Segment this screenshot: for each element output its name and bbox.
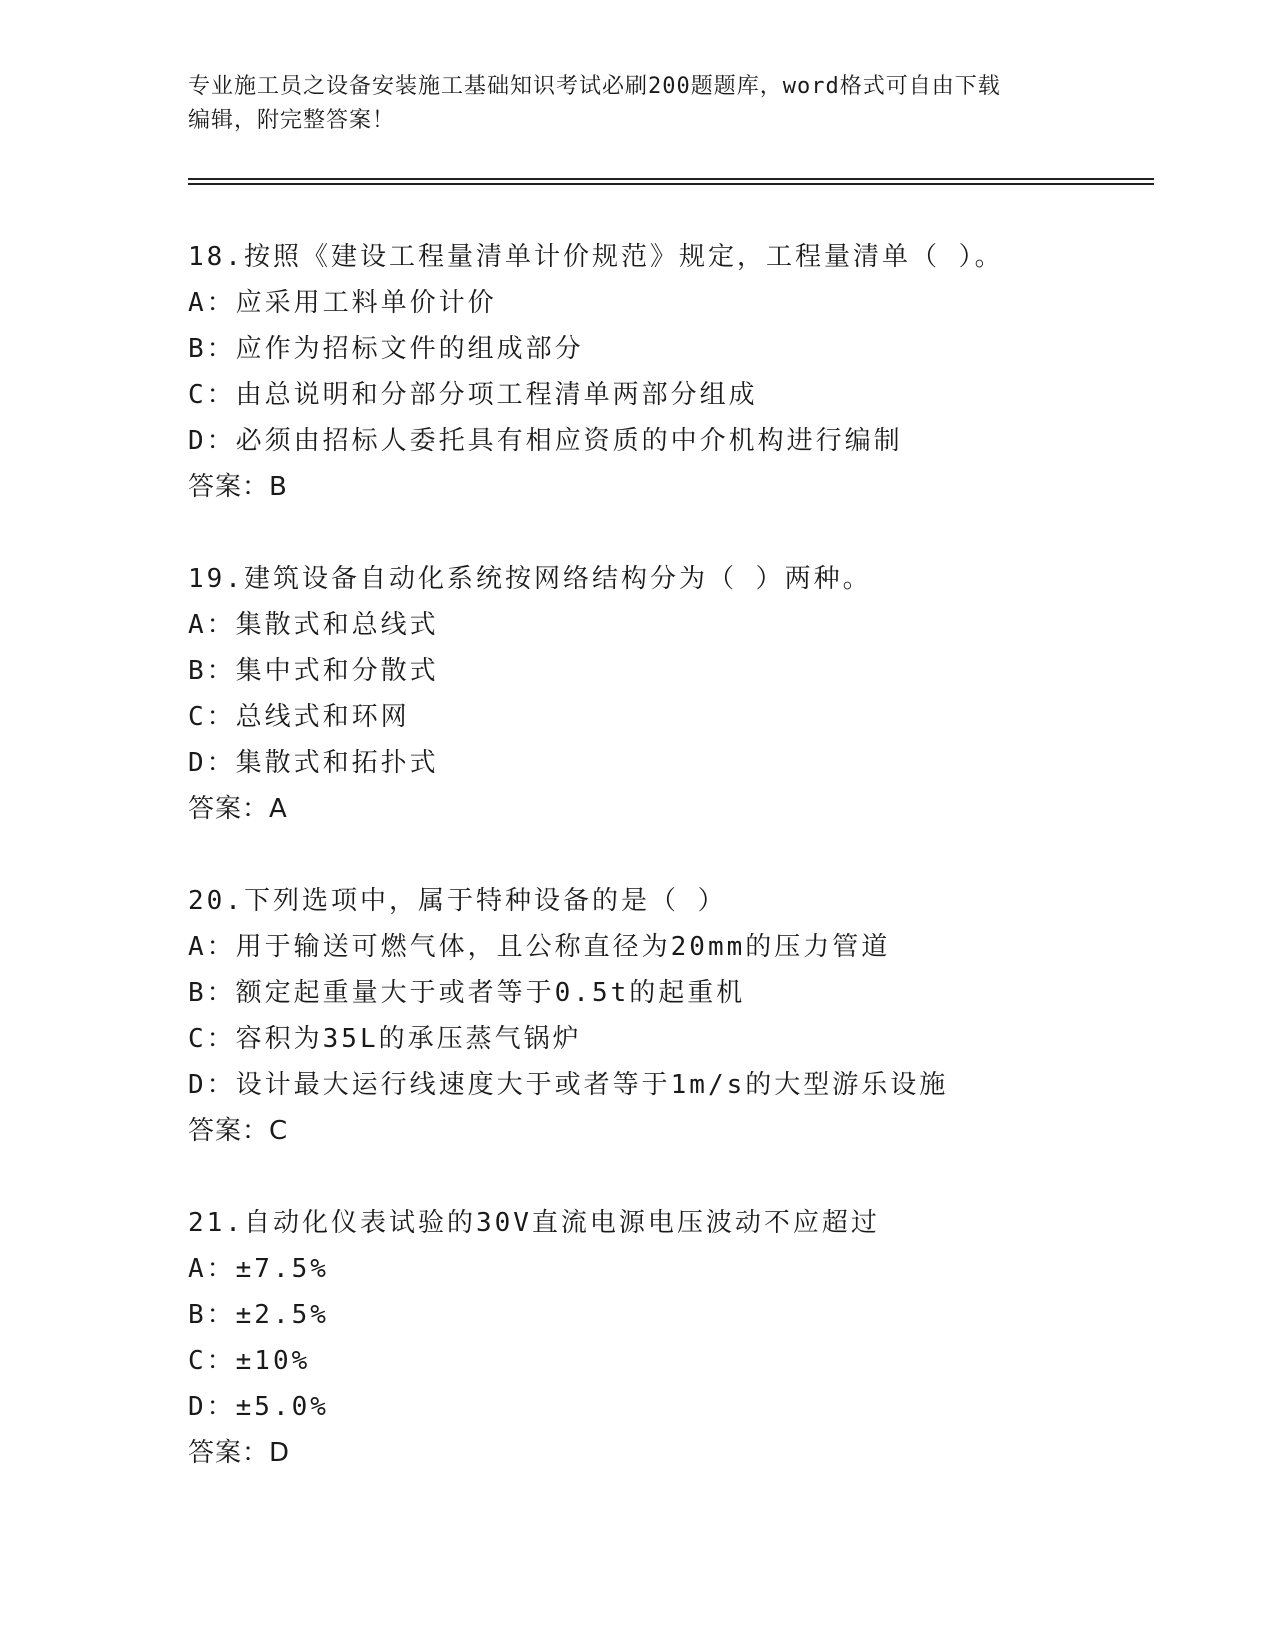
option-b: B：±2.5%: [188, 1300, 329, 1330]
document-header: [188, 70, 1078, 138]
option-b: B：集中式和分散式: [188, 656, 439, 686]
answer-line: 答案：D: [188, 1438, 291, 1468]
option-c: C：总线式和环网: [188, 702, 410, 732]
question-21: [188, 1200, 1148, 1476]
option-d: D：集散式和拓扑式: [188, 748, 439, 778]
header-line-1: 专业施工员之设备安装施工基础知识考试必刷200题题库，word格式可自由下载: [188, 74, 1001, 99]
answer-line: 答案：C: [188, 1116, 289, 1146]
option-d: D：必须由招标人委托具有相应资质的中介机构进行编制: [188, 426, 903, 456]
option-a: A：应采用工料单价计价: [188, 288, 497, 318]
header-divider-bottom: [188, 183, 1154, 185]
option-b: B：额定起重量大于或者等于0.5t的起重机: [188, 978, 746, 1008]
option-d: D：设计最大运行线速度大于或者等于1m/s的大型游乐设施: [188, 1070, 949, 1100]
question-stem: 20.下列选项中，属于特种设备的是（ ）: [188, 886, 727, 916]
answer-line: 答案：A: [188, 794, 288, 824]
option-c: C：±10%: [188, 1346, 311, 1376]
question-stem: 19.建筑设备自动化系统按网络结构分为（ ）两种。: [188, 564, 872, 594]
option-a: A：用于输送可燃气体，且公称直径为20mm的压力管道: [188, 932, 891, 962]
question-stem: 18.按照《建设工程量清单计价规范》规定，工程量清单（ ）。: [188, 242, 1004, 272]
option-a: A：±7.5%: [188, 1254, 329, 1284]
option-b: B：应作为招标文件的组成部分: [188, 334, 584, 364]
question-stem: 21.自动化仪表试验的30V直流电源电压波动不应超过: [188, 1208, 880, 1238]
option-a: A：集散式和总线式: [188, 610, 439, 640]
header-line-2: 编辑，附完整答案！: [188, 108, 396, 133]
question-20: [188, 878, 1148, 1154]
option-c: C：容积为35L的承压蒸气锅炉: [188, 1024, 582, 1054]
question-18: [188, 234, 1148, 510]
option-c: C：由总说明和分部分项工程清单两部分组成: [188, 380, 758, 410]
option-d: D：±5.0%: [188, 1392, 329, 1422]
answer-line: 答案：B: [188, 472, 288, 502]
question-19: [188, 556, 1148, 832]
header-divider-top: [188, 178, 1154, 180]
